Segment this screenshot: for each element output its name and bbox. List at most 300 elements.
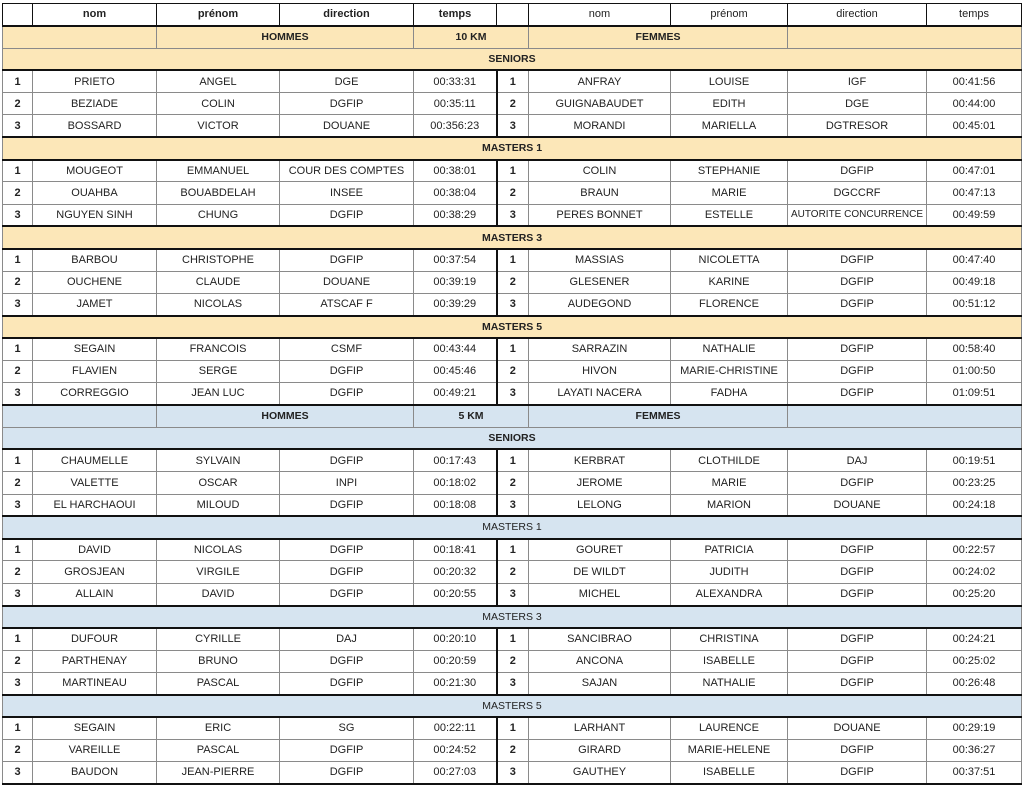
women-prenom-cell: CLOTHILDE [671,449,788,471]
men-direction-cell: DGFIP [280,672,414,694]
category-row [3,516,1022,538]
women-prenom-cell: MARION [671,494,788,516]
race-femmes-label: FEMMES [529,405,788,427]
table-row [3,360,1022,382]
men-temps-cell: 00:20:55 [414,583,497,605]
rank-cell: 3 [3,204,33,226]
table-row [3,650,1022,672]
women-prenom-cell: MARIE [671,472,788,494]
women-nom-cell: PERES BONNET [529,204,671,226]
men-temps-cell: 00:356:23 [414,115,497,137]
women-nom-cell: ANFRAY [529,70,671,92]
rank-cell: 1 [3,449,33,471]
race-distance-label: 10 KM [414,26,529,48]
category-row [3,316,1022,338]
men-nom-cell: MARTINEAU [33,672,157,694]
table-row [3,672,1022,694]
men-prenom-cell: DAVID [157,583,280,605]
header-direction: direction [280,4,414,26]
women-rank-cell: 2 [497,271,529,293]
women-temps-cell: 00:44:00 [927,93,1022,115]
women-direction-cell: DGFIP [788,293,927,315]
women-direction-cell: DGE [788,93,927,115]
women-temps-cell: 00:26:48 [927,672,1022,694]
women-prenom-cell: EDITH [671,93,788,115]
men-nom-cell: BEZIADE [33,93,157,115]
category-row [3,695,1022,717]
women-direction-cell: DGFIP [788,383,927,405]
women-temps-cell: 00:19:51 [927,449,1022,471]
men-temps-cell: 00:38:04 [414,182,497,204]
rank-cell: 2 [3,739,33,761]
women-direction-cell: DGFIP [788,561,927,583]
women-prenom-cell: MARIE-HELENE [671,739,788,761]
men-nom-cell: CHAUMELLE [33,449,157,471]
men-temps-cell: 00:20:10 [414,628,497,650]
women-prenom-cell: NATHALIE [671,338,788,360]
rank-cell: 2 [3,472,33,494]
rank-cell: 2 [3,271,33,293]
women-prenom-cell: FADHA [671,383,788,405]
women-rank-cell: 2 [497,561,529,583]
men-direction-cell: DGFIP [280,360,414,382]
women-direction-cell: DGFIP [788,360,927,382]
women-rank-cell: 1 [497,628,529,650]
women-rank-cell: 3 [497,115,529,137]
table-row [3,583,1022,605]
men-prenom-cell: NICOLAS [157,539,280,561]
men-temps-cell: 00:49:21 [414,383,497,405]
women-prenom-cell: LOUISE [671,70,788,92]
women-temps-cell: 00:37:51 [927,762,1022,784]
rank-cell: 1 [3,338,33,360]
men-prenom-cell: SYLVAIN [157,449,280,471]
table-row [3,293,1022,315]
rank-cell: 1 [3,249,33,271]
table-row [3,115,1022,137]
men-prenom-cell: EMMANUEL [157,160,280,182]
women-nom-cell: GLESENER [529,271,671,293]
men-nom-cell: BOSSARD [33,115,157,137]
women-rank-cell: 2 [497,472,529,494]
women-prenom-cell: NATHALIE [671,672,788,694]
men-nom-cell: SEGAIN [33,338,157,360]
race-header-spacer [3,26,157,48]
men-temps-cell: 00:35:11 [414,93,497,115]
women-rank-cell: 3 [497,672,529,694]
men-nom-cell: OUCHENE [33,271,157,293]
rank-cell: 1 [3,539,33,561]
table-row [3,539,1022,561]
men-direction-cell: DOUANE [280,115,414,137]
men-direction-cell: DGFIP [280,762,414,784]
men-temps-cell: 00:21:30 [414,672,497,694]
men-prenom-cell: COLIN [157,93,280,115]
women-temps-cell: 00:45:01 [927,115,1022,137]
men-direction-cell: INPI [280,472,414,494]
men-nom-cell: CORREGGIO [33,383,157,405]
women-rank-cell: 1 [497,717,529,739]
table-row [3,762,1022,784]
men-nom-cell: PRIETO [33,70,157,92]
men-prenom-cell: CYRILLE [157,628,280,650]
men-nom-cell: BARBOU [33,249,157,271]
men-nom-cell: JAMET [33,293,157,315]
table-row [3,93,1022,115]
men-direction-cell: DOUANE [280,271,414,293]
women-direction-cell: DGTRESOR [788,115,927,137]
men-temps-cell: 00:22:11 [414,717,497,739]
table-row [3,338,1022,360]
men-nom-cell: BAUDON [33,762,157,784]
men-nom-cell: DUFOUR [33,628,157,650]
men-direction-cell: DGFIP [280,650,414,672]
men-direction-cell: DGFIP [280,739,414,761]
table-row [3,561,1022,583]
women-nom-cell: LAYATI NACERA [529,383,671,405]
women-temps-cell: 00:29:19 [927,717,1022,739]
table-row [3,160,1022,182]
women-nom-cell: GIRARD [529,739,671,761]
men-direction-cell: DGE [280,70,414,92]
table-row [3,182,1022,204]
table-row [3,449,1022,471]
race-hommes-label: HOMMES [157,26,414,48]
header-rank-empty-right [497,4,529,26]
women-rank-cell: 2 [497,739,529,761]
men-prenom-cell: PASCAL [157,739,280,761]
women-direction-cell: DGFIP [788,762,927,784]
men-nom-cell: ALLAIN [33,583,157,605]
women-rank-cell: 1 [497,70,529,92]
men-direction-cell: DGFIP [280,383,414,405]
women-direction-cell: DGFIP [788,271,927,293]
header-temps: temps [414,4,497,26]
rank-cell: 2 [3,182,33,204]
men-direction-cell: DGFIP [280,494,414,516]
women-temps-cell: 00:24:21 [927,628,1022,650]
men-prenom-cell: CLAUDE [157,271,280,293]
header-prenom: prénom [157,4,280,26]
table-row [3,628,1022,650]
women-prenom-cell: KARINE [671,271,788,293]
women-direction-cell: AUTORITE CONCURRENCE [788,204,927,226]
men-nom-cell: MOUGEOT [33,160,157,182]
women-prenom-cell: NICOLETTA [671,249,788,271]
men-temps-cell: 00:18:41 [414,539,497,561]
men-temps-cell: 00:18:08 [414,494,497,516]
women-rank-cell: 1 [497,160,529,182]
women-rank-cell: 2 [497,360,529,382]
women-rank-cell: 3 [497,762,529,784]
rank-cell: 3 [3,115,33,137]
category-label: MASTERS 3 [3,606,1022,628]
men-direction-cell: SG [280,717,414,739]
men-prenom-cell: JEAN-PIERRE [157,762,280,784]
women-direction-cell: DGFIP [788,650,927,672]
women-temps-cell: 00:24:02 [927,561,1022,583]
men-direction-cell: ATSCAF F [280,293,414,315]
table-row [3,204,1022,226]
table-row [3,717,1022,739]
rank-cell: 1 [3,70,33,92]
men-direction-cell: DGFIP [280,249,414,271]
men-prenom-cell: JEAN LUC [157,383,280,405]
men-nom-cell: PARTHENAY [33,650,157,672]
women-temps-cell: 00:49:59 [927,204,1022,226]
women-prenom-cell: FLORENCE [671,293,788,315]
rank-cell: 3 [3,762,33,784]
results-table-body [3,4,1022,784]
header-rank-empty [3,4,33,26]
women-direction-cell: DOUANE [788,494,927,516]
men-direction-cell: DGFIP [280,449,414,471]
race-distance-label: 5 KM [414,405,529,427]
women-temps-cell: 00:47:40 [927,249,1022,271]
men-prenom-cell: BRUNO [157,650,280,672]
header-prenom-right: prénom [671,4,788,26]
men-prenom-cell: CHRISTOPHE [157,249,280,271]
men-direction-cell: INSEE [280,182,414,204]
women-rank-cell: 2 [497,93,529,115]
header-nom-right: nom [529,4,671,26]
men-temps-cell: 00:20:32 [414,561,497,583]
table-row [3,472,1022,494]
category-label: MASTERS 3 [3,226,1022,248]
rank-cell: 3 [3,383,33,405]
women-rank-cell: 3 [497,583,529,605]
men-nom-cell: SEGAIN [33,717,157,739]
header-nom: nom [33,4,157,26]
men-temps-cell: 00:43:44 [414,338,497,360]
women-direction-cell: DGCCRF [788,182,927,204]
men-temps-cell: 00:27:03 [414,762,497,784]
category-label: MASTERS 5 [3,695,1022,717]
women-prenom-cell: ISABELLE [671,650,788,672]
women-prenom-cell: MARIE [671,182,788,204]
women-nom-cell: GOURET [529,539,671,561]
men-prenom-cell: CHUNG [157,204,280,226]
men-nom-cell: VAREILLE [33,739,157,761]
men-direction-cell: COUR DES COMPTES [280,160,414,182]
men-temps-cell: 00:18:02 [414,472,497,494]
category-row [3,427,1022,449]
category-label: MASTERS 1 [3,137,1022,159]
table-row [3,739,1022,761]
women-direction-cell: DAJ [788,449,927,471]
table-row [3,70,1022,92]
women-temps-cell: 00:25:02 [927,650,1022,672]
category-row [3,226,1022,248]
race-femmes-label: FEMMES [529,26,788,48]
men-nom-cell: VALETTE [33,472,157,494]
men-nom-cell: NGUYEN SINH [33,204,157,226]
category-label: SENIORS [3,48,1022,70]
rank-cell: 1 [3,717,33,739]
men-temps-cell: 00:37:54 [414,249,497,271]
men-prenom-cell: FRANCOIS [157,338,280,360]
men-nom-cell: FLAVIEN [33,360,157,382]
women-nom-cell: BRAUN [529,182,671,204]
women-temps-cell: 01:00:50 [927,360,1022,382]
women-nom-cell: COLIN [529,160,671,182]
men-prenom-cell: SERGE [157,360,280,382]
men-prenom-cell: PASCAL [157,672,280,694]
women-nom-cell: GAUTHEY [529,762,671,784]
men-temps-cell: 00:24:52 [414,739,497,761]
women-direction-cell: DGFIP [788,672,927,694]
men-direction-cell: DGFIP [280,539,414,561]
women-temps-cell: 00:51:12 [927,293,1022,315]
women-prenom-cell: MARIE-CHRISTINE [671,360,788,382]
women-direction-cell: DGFIP [788,628,927,650]
women-direction-cell: DOUANE [788,717,927,739]
men-prenom-cell: NICOLAS [157,293,280,315]
rank-cell: 3 [3,494,33,516]
women-temps-cell: 00:47:01 [927,160,1022,182]
women-rank-cell: 1 [497,249,529,271]
rank-cell: 2 [3,561,33,583]
rank-cell: 2 [3,93,33,115]
women-prenom-cell: ALEXANDRA [671,583,788,605]
women-rank-cell: 3 [497,293,529,315]
women-temps-cell: 00:49:18 [927,271,1022,293]
men-prenom-cell: VIRGILE [157,561,280,583]
women-nom-cell: SANCIBRAO [529,628,671,650]
women-direction-cell: DGFIP [788,160,927,182]
women-temps-cell: 00:36:27 [927,739,1022,761]
women-temps-cell: 00:41:56 [927,70,1022,92]
women-rank-cell: 1 [497,449,529,471]
women-temps-cell: 00:22:57 [927,539,1022,561]
men-prenom-cell: MILOUD [157,494,280,516]
women-nom-cell: MASSIAS [529,249,671,271]
men-nom-cell: DAVID [33,539,157,561]
women-rank-cell: 1 [497,539,529,561]
rank-cell: 3 [3,293,33,315]
women-prenom-cell: PATRICIA [671,539,788,561]
women-prenom-cell: JUDITH [671,561,788,583]
women-rank-cell: 1 [497,338,529,360]
men-nom-cell: EL HARCHAOUI [33,494,157,516]
rank-cell: 2 [3,360,33,382]
men-direction-cell: DGFIP [280,204,414,226]
men-temps-cell: 00:17:43 [414,449,497,471]
men-prenom-cell: ERIC [157,717,280,739]
race-header-race-5km [3,405,1022,427]
category-label: MASTERS 1 [3,516,1022,538]
men-temps-cell: 00:38:29 [414,204,497,226]
women-nom-cell: ANCONA [529,650,671,672]
race-hommes-label: HOMMES [157,405,414,427]
men-nom-cell: GROSJEAN [33,561,157,583]
women-nom-cell: MICHEL [529,583,671,605]
women-temps-cell: 00:23:25 [927,472,1022,494]
table-row [3,383,1022,405]
women-direction-cell: IGF [788,70,927,92]
women-temps-cell: 00:47:13 [927,182,1022,204]
category-row [3,606,1022,628]
women-temps-cell: 01:09:51 [927,383,1022,405]
race-header-spacer [788,405,1022,427]
category-row [3,137,1022,159]
women-prenom-cell: LAURENCE [671,717,788,739]
women-rank-cell: 3 [497,494,529,516]
men-direction-cell: DGFIP [280,583,414,605]
table-row [3,249,1022,271]
women-nom-cell: LELONG [529,494,671,516]
rank-cell: 3 [3,583,33,605]
men-prenom-cell: BOUABDELAH [157,182,280,204]
men-direction-cell: CSMF [280,338,414,360]
rank-cell: 3 [3,672,33,694]
women-direction-cell: DGFIP [788,472,927,494]
women-prenom-cell: MARIELLA [671,115,788,137]
women-direction-cell: DGFIP [788,338,927,360]
results-table [2,3,1022,785]
women-prenom-cell: STEPHANIE [671,160,788,182]
men-temps-cell: 00:39:29 [414,293,497,315]
men-temps-cell: 00:33:31 [414,70,497,92]
men-direction-cell: DGFIP [280,561,414,583]
category-label: MASTERS 5 [3,316,1022,338]
race-header-spacer [3,405,157,427]
women-nom-cell: AUDEGOND [529,293,671,315]
women-nom-cell: KERBRAT [529,449,671,471]
women-nom-cell: DE WILDT [529,561,671,583]
women-rank-cell: 2 [497,182,529,204]
women-prenom-cell: ESTELLE [671,204,788,226]
men-prenom-cell: VICTOR [157,115,280,137]
women-direction-cell: DGFIP [788,249,927,271]
women-direction-cell: DGFIP [788,583,927,605]
women-nom-cell: MORANDI [529,115,671,137]
table-row [3,271,1022,293]
men-temps-cell: 00:45:46 [414,360,497,382]
header-temps-right: temps [927,4,1022,26]
rank-cell: 1 [3,160,33,182]
women-prenom-cell: ISABELLE [671,762,788,784]
category-label: SENIORS [3,427,1022,449]
women-nom-cell: SAJAN [529,672,671,694]
women-rank-cell: 3 [497,204,529,226]
women-temps-cell: 00:24:18 [927,494,1022,516]
rank-cell: 1 [3,628,33,650]
race-header-spacer [788,26,1022,48]
women-direction-cell: DGFIP [788,539,927,561]
women-prenom-cell: CHRISTINA [671,628,788,650]
men-prenom-cell: OSCAR [157,472,280,494]
women-rank-cell: 2 [497,650,529,672]
column-header-row [3,4,1022,26]
women-nom-cell: GUIGNABAUDET [529,93,671,115]
women-nom-cell: LARHANT [529,717,671,739]
women-rank-cell: 3 [497,383,529,405]
category-row [3,48,1022,70]
men-direction-cell: DAJ [280,628,414,650]
men-temps-cell: 00:39:19 [414,271,497,293]
men-direction-cell: DGFIP [280,93,414,115]
rank-cell: 2 [3,650,33,672]
race-header-race-10km [3,26,1022,48]
women-temps-cell: 00:25:20 [927,583,1022,605]
women-nom-cell: HIVON [529,360,671,382]
men-prenom-cell: ANGEL [157,70,280,92]
women-temps-cell: 00:58:40 [927,338,1022,360]
men-temps-cell: 00:38:01 [414,160,497,182]
men-temps-cell: 00:20:59 [414,650,497,672]
header-direction-right: direction [788,4,927,26]
